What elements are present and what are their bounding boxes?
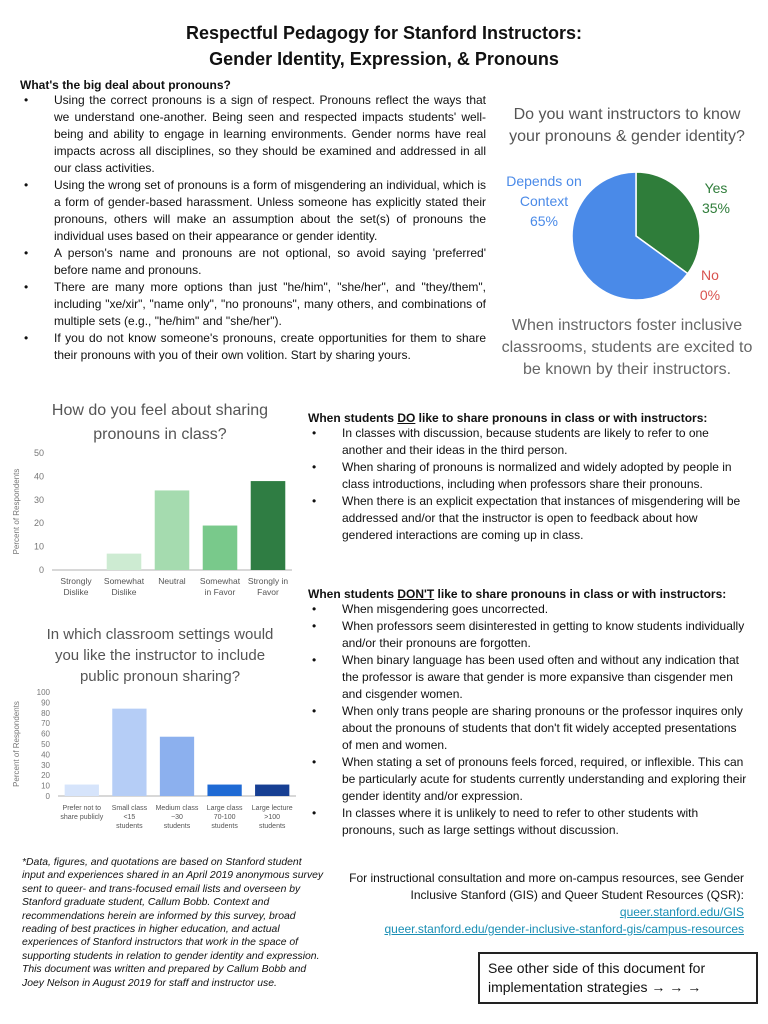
dont-heading-pre: When students — [308, 587, 398, 601]
dont-heading-key: DON'T — [397, 587, 435, 601]
pie-label-depends-pct: 65% — [529, 213, 559, 229]
y-tick-label: 30 — [33, 494, 44, 505]
x-tick-label: students — [163, 823, 191, 831]
do-heading-post: like to share pronouns in class or with instructors: — [415, 411, 708, 425]
list-item: • When sharing of pronouns is normalized and widely adopted by people in class introductions, including when professors share their pronouns. — [308, 459, 748, 493]
list-item: • If you do not know someone's pronouns, create opportunities for them to share their pronouns with you of their own volition. Start by sharing yours. — [20, 330, 486, 364]
resources — [332, 870, 744, 938]
do-heading-pre: When students — [308, 411, 398, 425]
bar1-title-line-2: pronouns in class? — [93, 426, 227, 443]
y-tick-label: 20 — [41, 771, 50, 781]
list-item: • There are many more options than just "he/him", "she/her", and "they/them", including "xe/xir", "name only", "no pronouns", many others, and combinations of multiple sets (e.g., "he/him" and "she/her"). — [20, 279, 486, 330]
y-tick-label: 60 — [41, 729, 50, 739]
x-tick-label: Dislike — [63, 587, 89, 598]
intro-section — [20, 78, 486, 364]
x-tick-label: Small class — [111, 805, 148, 812]
pie-label-no-text: No — [701, 267, 719, 283]
bar2-title-line-2: you like the instructor to include — [54, 647, 266, 664]
dont-section — [308, 587, 748, 839]
bar — [207, 785, 241, 796]
y-tick-label: 80 — [41, 708, 50, 718]
y-tick-label: 10 — [41, 781, 50, 791]
y-tick-label: 70 — [41, 719, 50, 729]
bar1-chart — [10, 440, 300, 610]
dont-heading-post: like to share pronouns in class or with instructors: — [434, 587, 727, 601]
y-tick-label: 40 — [33, 471, 44, 482]
bar2-title-line-1: In which classroom settings would — [46, 626, 274, 643]
y-tick-label: 30 — [41, 760, 50, 770]
gis-link[interactable]: queer.stanford.edu/GIS — [619, 905, 744, 919]
intro-heading: What's the big deal about pronouns? — [20, 78, 231, 92]
bar2-chart — [10, 684, 300, 836]
footnote: *Data, figures, and quotations are based on Stanford student input and experiences shared in an April 2019 anonymous survey sent to queer- and trans-focused email lists and overseen by Stanford graduate student, Callum Bobb. Context and recommendations herein are informed by this survey, broad reading of best practices in higher education, and actual experiences of Stanford instructors that work in the space of supporting students in relation to gender identity and expression. This document was written and prepared by Callum Bobb and Joey Nelson in August 2019 for staff and instructor use. — [22, 857, 324, 989]
y-tick-label: 90 — [41, 698, 50, 708]
y-tick-label: 20 — [33, 518, 44, 529]
x-tick-label: in Favor — [204, 587, 236, 598]
list-item: • When there is an explicit expectation that instances of misgendering will be addressed and/or that the instructor is open to feedback about how gendered interactions are coming up in class. — [308, 493, 748, 544]
x-tick-label: >100 — [264, 814, 281, 822]
title-line-1: Respectful Pedagogy for Stanford Instructors: — [185, 23, 583, 43]
y-tick-label: 10 — [33, 541, 44, 552]
bar — [255, 785, 289, 796]
x-tick-label: Somewhat — [103, 576, 145, 586]
pie-label-depends-line2: Context — [519, 193, 569, 209]
x-tick-label: share publicly — [60, 814, 104, 822]
pie-label-no-pct: 0% — [699, 287, 721, 303]
x-tick-label: Dislike — [111, 587, 137, 598]
do-list — [308, 425, 748, 544]
x-tick-label: students — [258, 823, 286, 831]
y-axis-label: Percent of Respondents — [12, 701, 21, 787]
x-tick-label: Somewhat — [199, 576, 241, 586]
x-tick-label: 70-100 — [213, 814, 236, 822]
bar2-title-line-3: public pronoun sharing? — [79, 668, 241, 685]
bar — [107, 554, 142, 570]
bar — [112, 709, 146, 796]
pie-chart-title — [494, 104, 760, 148]
bar1-title-line-1: How do you feel about sharing — [51, 402, 269, 419]
bar — [203, 526, 238, 570]
list-item: • When only trans people are sharing pronouns or the professor inquires only about the pronouns of students that don't fit widely accepted presentations of men and women. — [308, 703, 748, 754]
pie-label-yes — [696, 178, 736, 218]
do-section — [308, 411, 748, 544]
pie-caption: When instructors foster inclusive classrooms, students are excited to be known by their instructors. — [501, 317, 753, 378]
pie-title-line-1: Do you want instructors to know — [513, 106, 741, 123]
x-tick-label: students — [211, 823, 238, 831]
x-tick-label: Prefer not to — [62, 805, 102, 812]
list-item: • When binary language has been used often and without any indication that the professor is aware that gender is more expansive than cisgender men and cisgender women. — [308, 652, 748, 703]
x-tick-label: Favor — [257, 587, 279, 598]
pie-title-line-2: your pronouns & gender identity? — [509, 128, 745, 145]
pie-label-depends-line1: Depends on — [506, 173, 582, 189]
pie-label-depends — [498, 171, 590, 231]
dont-list — [308, 601, 748, 839]
list-item: • When professors seem disinterested in getting to know students individually and/or their pronouns are forgotten. — [308, 618, 748, 652]
title-line-2: Gender Identity, Expression, & Pronouns — [209, 49, 559, 69]
bar — [251, 481, 286, 570]
bar — [155, 490, 190, 570]
pie-label-no — [692, 265, 728, 305]
bar — [160, 737, 194, 796]
pie-label-yes-text: Yes — [704, 180, 728, 196]
y-tick-label: 100 — [36, 688, 50, 697]
pie-label-yes-pct: 35% — [701, 200, 731, 216]
list-item: • In classes with discussion, because students are likely to refer to one another and their ideas in the third person. — [308, 425, 748, 459]
y-tick-label: 40 — [41, 750, 50, 760]
y-tick-label: 50 — [41, 740, 50, 749]
x-tick-label: students — [116, 823, 143, 831]
list-item: • A person's name and pronouns are not optional, so avoid saying 'preferred' before name and pronouns. — [20, 245, 486, 279]
x-tick-label: <15 — [123, 814, 136, 822]
bar — [65, 785, 99, 796]
x-tick-label: ~30 — [171, 814, 183, 822]
x-tick-label: Neutral — [158, 576, 186, 586]
x-tick-label: Large class — [206, 805, 243, 812]
y-tick-label: 0 — [38, 565, 44, 575]
y-tick-label: 0 — [45, 792, 50, 801]
campus-resources-link[interactable]: queer.stanford.edu/gender-inclusive-stanford-gis/campus-resources — [384, 922, 744, 936]
list-item: • In classes where it is unlikely to need to refer to other students with pronouns, such as large settings without discussion. — [308, 805, 748, 839]
bar2-chart-title — [20, 624, 300, 687]
see-other-side-box: See other side of this document for implementation strategies → → → — [478, 952, 758, 1004]
do-heading — [308, 411, 748, 425]
x-tick-label: Large lecture — [251, 805, 293, 812]
do-heading-key: DO — [397, 411, 416, 425]
resources-text: For instructional consultation and more on-campus resources, see Gender Inclusive Stanford (GIS) and Queer Student Resources (QSR): — [349, 871, 744, 902]
list-item: • Using the wrong set of pronouns is a form of misgendering an individual, which is a form of gender-based harassment. Unless someone has explicitly stated their pronouns, others will make an assumption about the set(s) of pronouns the individual uses based on their appearance or gender identity. — [20, 177, 486, 245]
y-tick-label: 50 — [33, 448, 44, 458]
list-item: • When stating a set of pronouns feels forced, required, or inflexible. This can be particularly acute for students currently understanding and exploring their gender identity and/or expression. — [308, 754, 748, 805]
list-item: • Using the correct pronouns is a sign of respect. Pronouns reflect the ways that we understand one-another. Being seen and respected impacts students' well-being and ability to engage in learning environments. Gender norms have real impacts across all disciplines, so they should be examined and addressed in all our class activities. — [20, 92, 486, 177]
intro-list — [20, 92, 486, 364]
page-title — [0, 20, 768, 72]
y-axis-label: Percent of Respondents — [12, 468, 21, 555]
dont-heading — [308, 587, 748, 601]
list-item: • When misgendering goes uncorrected. — [308, 601, 748, 618]
x-tick-label: Strongly in — [247, 576, 289, 586]
x-tick-label: Medium class — [155, 805, 199, 812]
x-tick-label: Strongly — [60, 576, 92, 586]
